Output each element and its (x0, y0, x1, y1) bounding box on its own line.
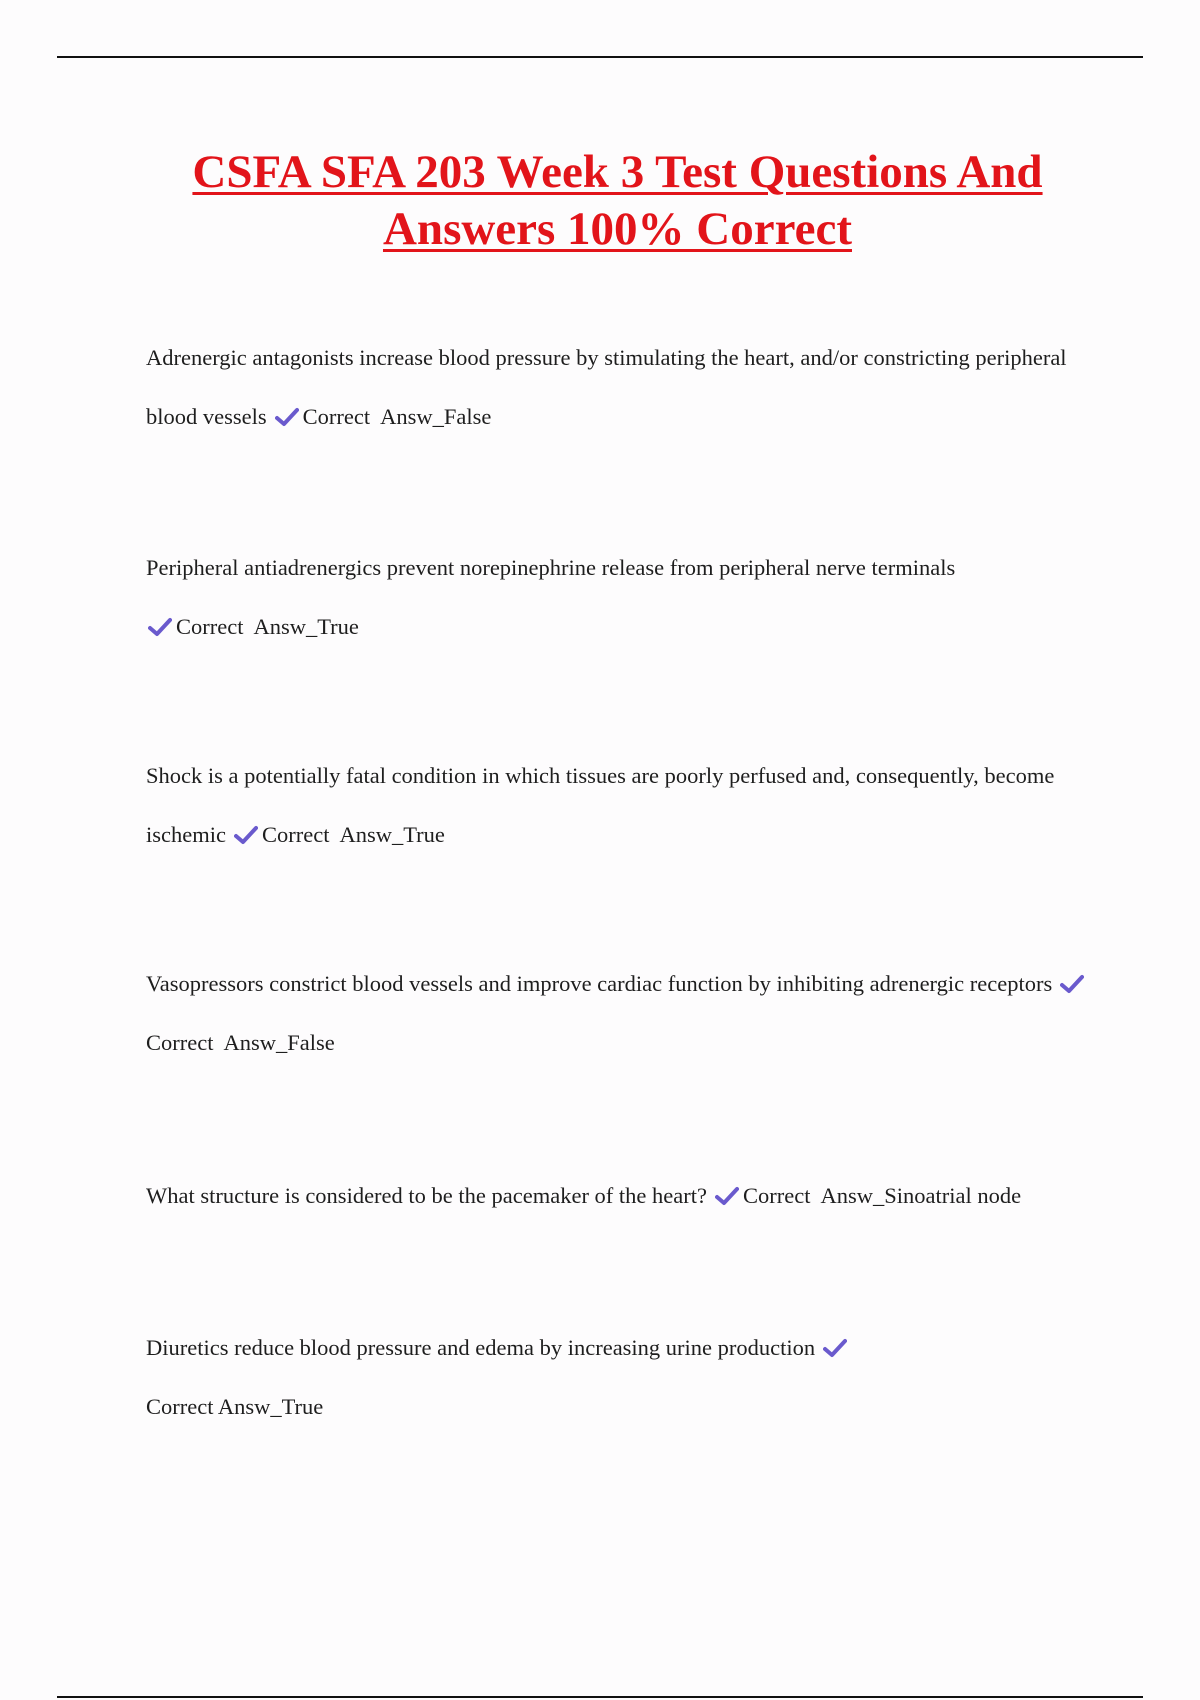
top-rule (57, 56, 1143, 58)
document-title (0, 144, 1200, 258)
checkmark-icon (1060, 974, 1084, 994)
question-text: Vasopressors constrict blood vessels and improve cardiac function by inhibiting adrenergic receptors (146, 971, 1053, 996)
checkmark-icon (823, 1338, 847, 1358)
checkmark-icon (148, 617, 172, 637)
checkmark-icon (234, 825, 258, 845)
question-text: Diuretics reduce blood pressure and edema by increasing urine production (146, 1335, 816, 1360)
answer-text: Correct Answ_True (176, 614, 359, 639)
question-text: Shock is a potentially fatal condition in which tissues are poorly perfused and, consequently, become ischemic (146, 763, 1055, 847)
answer-text: Correct Answ_True (146, 1394, 324, 1419)
answer-text: Correct Answ_True (261, 822, 445, 847)
checkmark-icon (715, 1186, 739, 1206)
answer-text: Correct Answ_False (302, 404, 492, 429)
qa-item (146, 538, 1106, 656)
qa-item (146, 328, 1106, 446)
question-text: What structure is considered to be the pacemaker of the heart? (146, 1183, 707, 1208)
qa-item (146, 746, 1106, 864)
qa-item (146, 1318, 1016, 1436)
qa-item (146, 954, 1106, 1072)
title-line-1: CSFA SFA 203 Week 3 Test Questions And (192, 146, 1043, 198)
title-line-2: Answers 100% Correct (382, 203, 852, 255)
question-text: Peripheral antiadrenergics prevent norepinephrine release from peripheral nerve terminals (146, 555, 956, 580)
answer-text: Correct Answ_Sinoatrial node (743, 1183, 1022, 1208)
answer-text: Correct Answ_False (146, 1030, 335, 1055)
question-text: Adrenergic antagonists increase blood pressure by stimulating the heart, and/or constricting peripheral blood vessels (146, 345, 1067, 429)
qa-item (146, 1166, 1146, 1225)
bottom-rule (57, 1696, 1143, 1698)
checkmark-icon (275, 407, 299, 427)
